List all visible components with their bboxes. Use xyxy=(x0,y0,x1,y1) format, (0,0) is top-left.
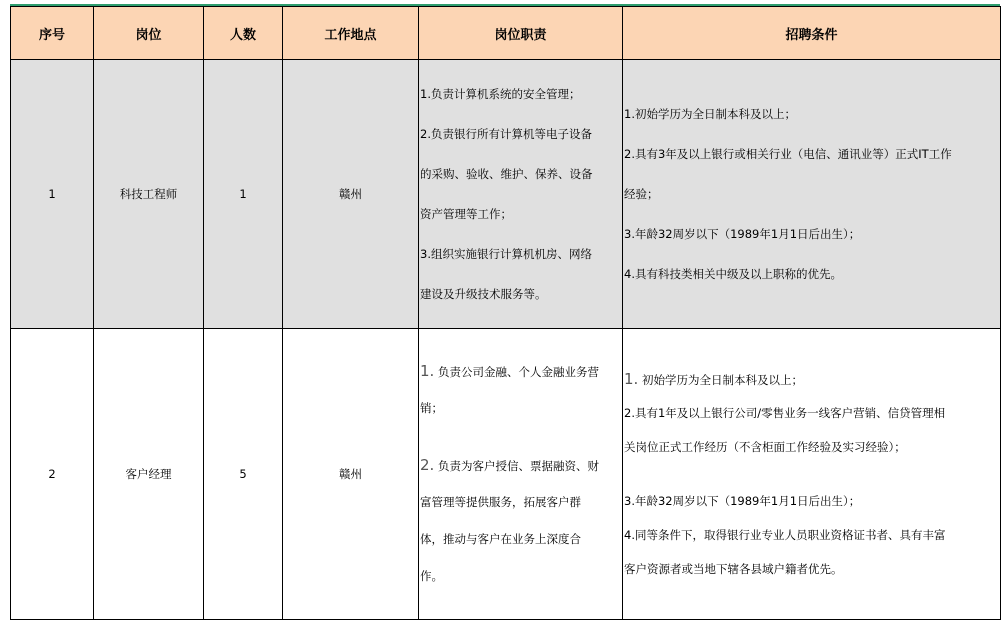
table-row xyxy=(11,329,1001,620)
duty-text: 负责公司金融、个人金融业务营 xyxy=(434,365,599,379)
duty-text: 负责为客户授信、票据融资、财 xyxy=(434,459,599,473)
cell-location[interactable]: 赣州 xyxy=(283,329,419,620)
header-position[interactable]: 岗位 xyxy=(94,7,204,60)
duty-line: 富管理等提供服务，拓展客户群 xyxy=(420,495,581,509)
cell-requirements[interactable] xyxy=(623,329,1001,620)
cell-no[interactable]: 2 xyxy=(11,329,94,620)
duty-line: 建设及升级技术服务等。 xyxy=(420,287,547,301)
cell-count[interactable]: 1 xyxy=(204,60,283,329)
duty-line xyxy=(420,353,622,390)
cell-location[interactable]: 赣州 xyxy=(283,60,419,329)
duty-line: 销； xyxy=(420,401,443,415)
list-number: 2. xyxy=(420,456,435,474)
header-duties[interactable]: 岗位职责 xyxy=(419,7,623,60)
recruitment-table xyxy=(10,6,1001,620)
duty-line: 资产管理等工作； xyxy=(420,207,512,221)
requirement-line: 客户资源者或当地下辖各县域户籍者优先。 xyxy=(624,562,843,576)
requirement-line xyxy=(624,362,1000,396)
paragraph-gap xyxy=(420,427,622,447)
duty-line: 的采购、验收、维护、保养、设备 xyxy=(420,167,593,181)
cell-duties[interactable] xyxy=(419,60,623,329)
header-requirements[interactable]: 招聘条件 xyxy=(623,7,1001,60)
requirement-line: 4.同等条件下，取得银行业专业人员职业资格证书者、具有丰富 xyxy=(624,528,946,542)
list-number: 1. xyxy=(420,362,435,380)
requirement-line: 3.年龄32周岁以下（1989年1月1日后出生）； xyxy=(624,494,861,508)
duty-line: 3.组织实施银行计算机机房、网络 xyxy=(420,247,592,261)
list-number: 1. xyxy=(624,370,639,388)
duty-line xyxy=(420,447,622,484)
requirement-line: 3.年龄32周岁以下（1989年1月1日后出生）； xyxy=(624,227,861,241)
header-no[interactable]: 序号 xyxy=(11,7,94,60)
requirement-line: 2.具有1年及以上银行公司/零售业务一线客户营销、信贷管理相 xyxy=(624,406,946,420)
requirement-line: 1.初始学历为全日制本科及以上； xyxy=(624,107,796,121)
requirement-line: 关岗位正式工作经历（不含柜面工作经验及实习经验）； xyxy=(624,440,906,454)
cell-count[interactable]: 5 xyxy=(204,329,283,620)
cell-no[interactable]: 1 xyxy=(11,60,94,329)
header-count[interactable]: 人数 xyxy=(204,7,283,60)
duty-line: 体，推动与客户在业务上深度合 xyxy=(420,532,581,546)
header-location[interactable]: 工作地点 xyxy=(283,7,419,60)
cell-position[interactable]: 科技工程师 xyxy=(94,60,204,329)
paragraph-gap xyxy=(624,464,1000,484)
header-row xyxy=(11,7,1001,60)
cell-position[interactable]: 客户经理 xyxy=(94,329,204,620)
cell-requirements[interactable] xyxy=(623,60,1001,329)
duty-line: 作。 xyxy=(420,569,443,583)
requirement-line: 4.具有科技类相关中级及以上职称的优先。 xyxy=(624,267,842,281)
duty-line: 2.负责银行所有计算机等电子设备 xyxy=(420,127,592,141)
requirement-line: 经验； xyxy=(624,187,659,201)
requirement-line: 2.具有3年及以上银行或相关行业（电信、通讯业等）正式IT工作 xyxy=(624,147,952,161)
duty-line: 1.负责计算机系统的安全管理； xyxy=(420,87,581,101)
table-row xyxy=(11,60,1001,329)
cell-duties[interactable] xyxy=(419,329,623,620)
requirement-text: 初始学历为全日制本科及以上； xyxy=(638,373,803,387)
